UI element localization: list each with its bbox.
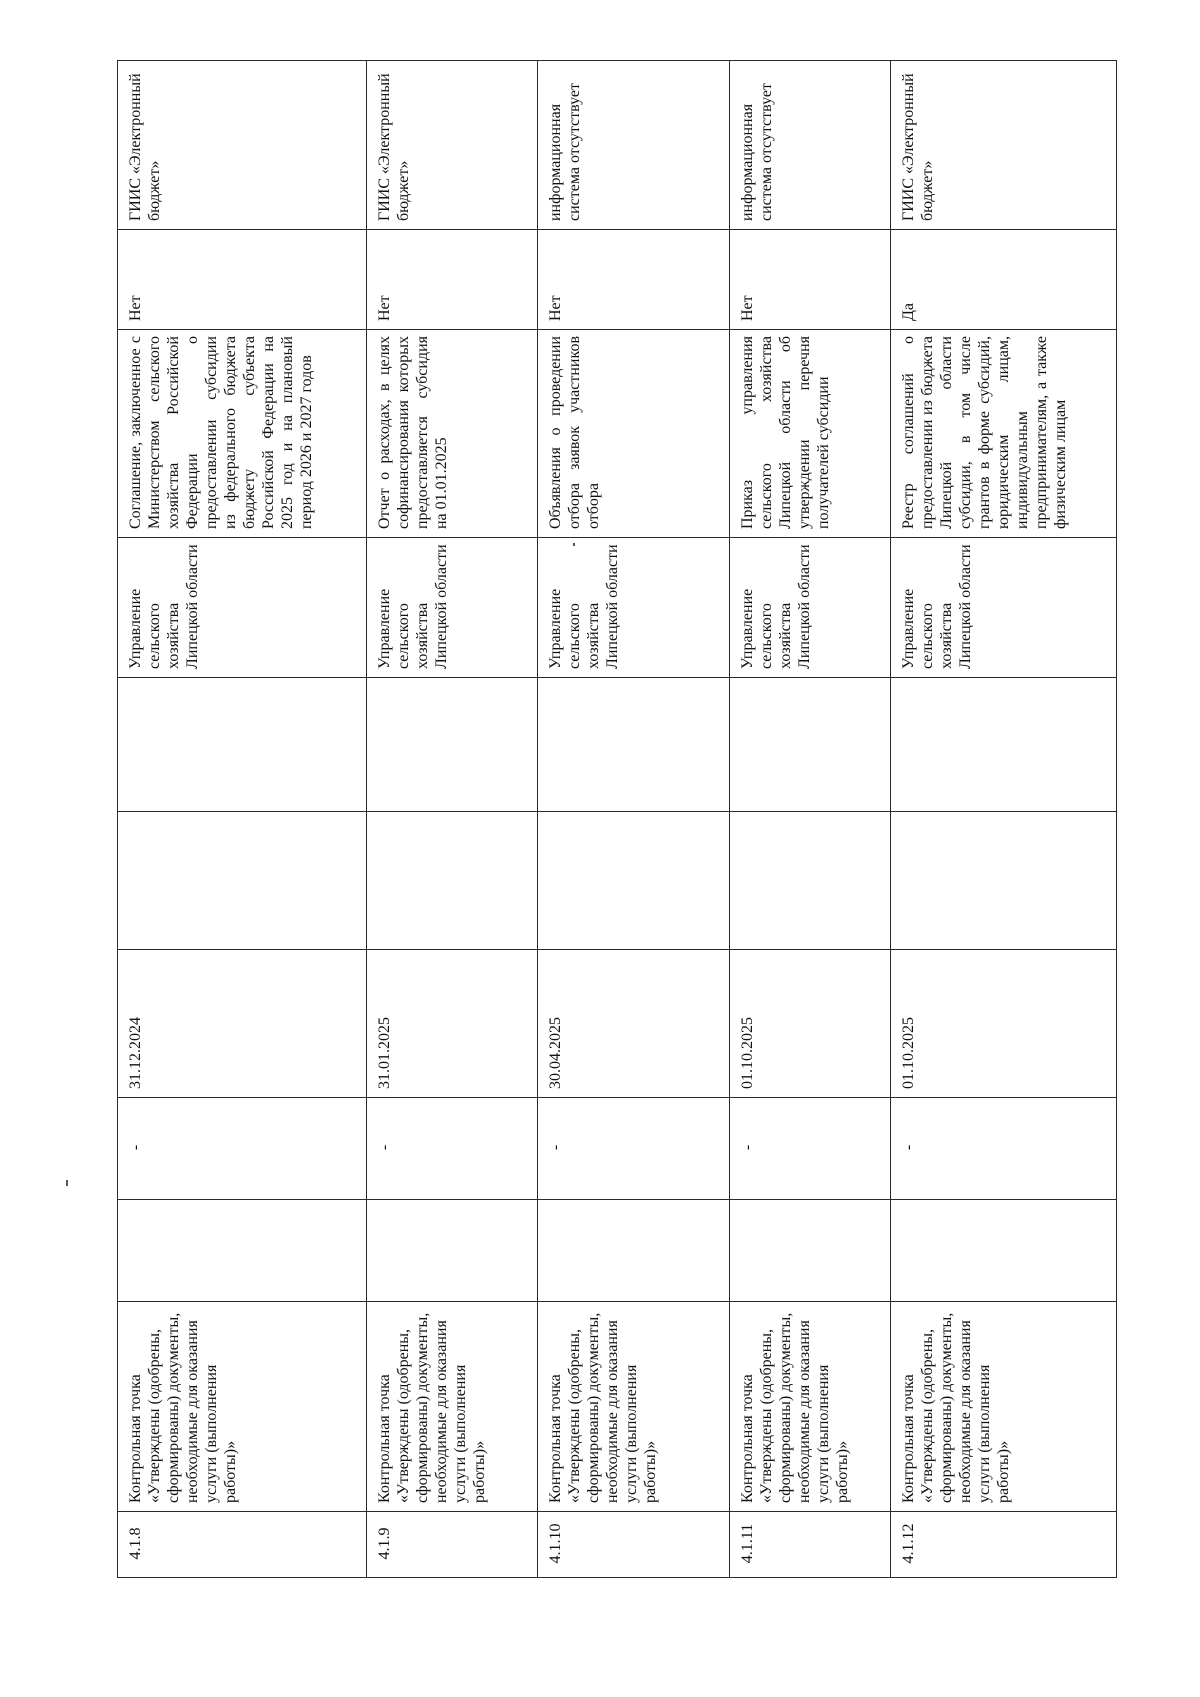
scan-artifact	[573, 543, 575, 546]
dash-cell: -	[366, 1098, 538, 1200]
system-cell: ГИИС «Электронный бюджет»	[891, 61, 1117, 230]
flag-cell: Да	[891, 230, 1117, 330]
document-cell: Отчет о расходах, в целях софинансирования которых предоставляется субсидия на 01.01.2025	[366, 330, 538, 538]
row-number: 4.1.8	[118, 1512, 367, 1578]
responsible-cell: Управление сельского хозяйства Липецкой области	[891, 538, 1117, 678]
empty-cell	[891, 1200, 1117, 1302]
dash-cell: -	[729, 1098, 891, 1200]
dash-cell: -	[538, 1098, 729, 1200]
responsible-cell: Управление сельского хозяйства Липецкой области	[729, 538, 891, 678]
empty-cell	[538, 1200, 729, 1302]
table-row	[366, 61, 538, 1578]
control-point-name: Контрольная точка «Утверждены (одобрены, сформированы) документы, необходимые для оказания услуги (выполнения работы)»	[118, 1302, 367, 1512]
control-point-name: Контрольная точка «Утверждены (одобрены, сформированы) документы, необходимые для оказания услуги (выполнения работы)»	[366, 1302, 538, 1512]
date-cell: 31.01.2025	[366, 950, 538, 1098]
empty-cell	[366, 1200, 538, 1302]
flag-cell: Нет	[538, 230, 729, 330]
row-number: 4.1.11	[729, 1512, 891, 1578]
row-number: 4.1.9	[366, 1512, 538, 1578]
control-point-name: Контрольная точка «Утверждены (одобрены, сформированы) документы, необходимые для оказания услуги (выполнения работы)»	[538, 1302, 729, 1512]
empty-cell	[891, 812, 1117, 950]
system-cell: ГИИС «Электронный бюджет»	[118, 61, 367, 230]
document-cell: Приказ управления сельского хозяйства Липецкой области об утверждении перечня получателей субсидии	[729, 330, 891, 538]
document-cell: Соглашение, заключенное с Министерством сельского хозяйства Российской Федерации о предоставлении субсидии из федерального бюджета бюджету субъекта Российской Федерации на 2025 год и на плановый период 2026 и 2027 годов	[118, 330, 367, 538]
empty-cell	[366, 812, 538, 950]
date-cell: 30.04.2025	[538, 950, 729, 1098]
system-cell: информационная система отсутствует	[729, 61, 891, 230]
empty-cell	[538, 678, 729, 812]
date-cell: 01.10.2025	[729, 950, 891, 1098]
empty-cell	[118, 1200, 367, 1302]
flag-cell: Нет	[729, 230, 891, 330]
row-number: 4.1.10	[538, 1512, 729, 1578]
date-cell: 31.12.2024	[118, 950, 367, 1098]
responsible-cell: Управление сельского хозяйства Липецкой области	[366, 538, 538, 678]
document-cell: Реестр соглашений о предоставлении из бюджета Липецкой области субсидии, в том числе грантов в форме субсидий, юридическим лицам, индивидуальным предпринимателям, а также физическим лицам	[891, 330, 1117, 538]
scan-artifact	[66, 1180, 68, 1186]
document-cell: Объявления о проведении отбора заявок участников отбора	[538, 330, 729, 538]
flag-cell: Нет	[118, 230, 367, 330]
system-cell: информационная система отсутствует	[538, 61, 729, 230]
control-point-name: Контрольная точка «Утверждены (одобрены, сформированы) документы, необходимые для оказания услуги (выполнения работы)»	[729, 1302, 891, 1512]
responsible-cell: Управление сельского хозяйства Липецкой области	[538, 538, 729, 678]
empty-cell	[729, 1200, 891, 1302]
empty-cell	[118, 812, 367, 950]
table-row	[729, 61, 891, 1578]
date-cell: 01.10.2025	[891, 950, 1117, 1098]
empty-cell	[538, 812, 729, 950]
empty-cell	[729, 678, 891, 812]
table-row	[891, 61, 1117, 1578]
empty-cell	[366, 678, 538, 812]
control-point-name: Контрольная точка «Утверждены (одобрены, сформированы) документы, необходимые для оказания услуги (выполнения работы)»	[891, 1302, 1117, 1512]
empty-cell	[891, 678, 1117, 812]
table-row	[538, 61, 729, 1578]
row-number: 4.1.12	[891, 1512, 1117, 1578]
dash-cell: -	[891, 1098, 1117, 1200]
responsible-cell: Управление сельского хозяйства Липецкой области	[118, 538, 367, 678]
dash-cell: -	[118, 1098, 367, 1200]
empty-cell	[729, 812, 891, 950]
control-points-table	[117, 60, 1117, 1578]
rotated-table-wrapper	[117, 61, 1117, 1578]
system-cell: ГИИС «Электронный бюджет»	[366, 61, 538, 230]
table-row	[118, 61, 367, 1578]
empty-cell	[118, 678, 367, 812]
flag-cell: Нет	[366, 230, 538, 330]
